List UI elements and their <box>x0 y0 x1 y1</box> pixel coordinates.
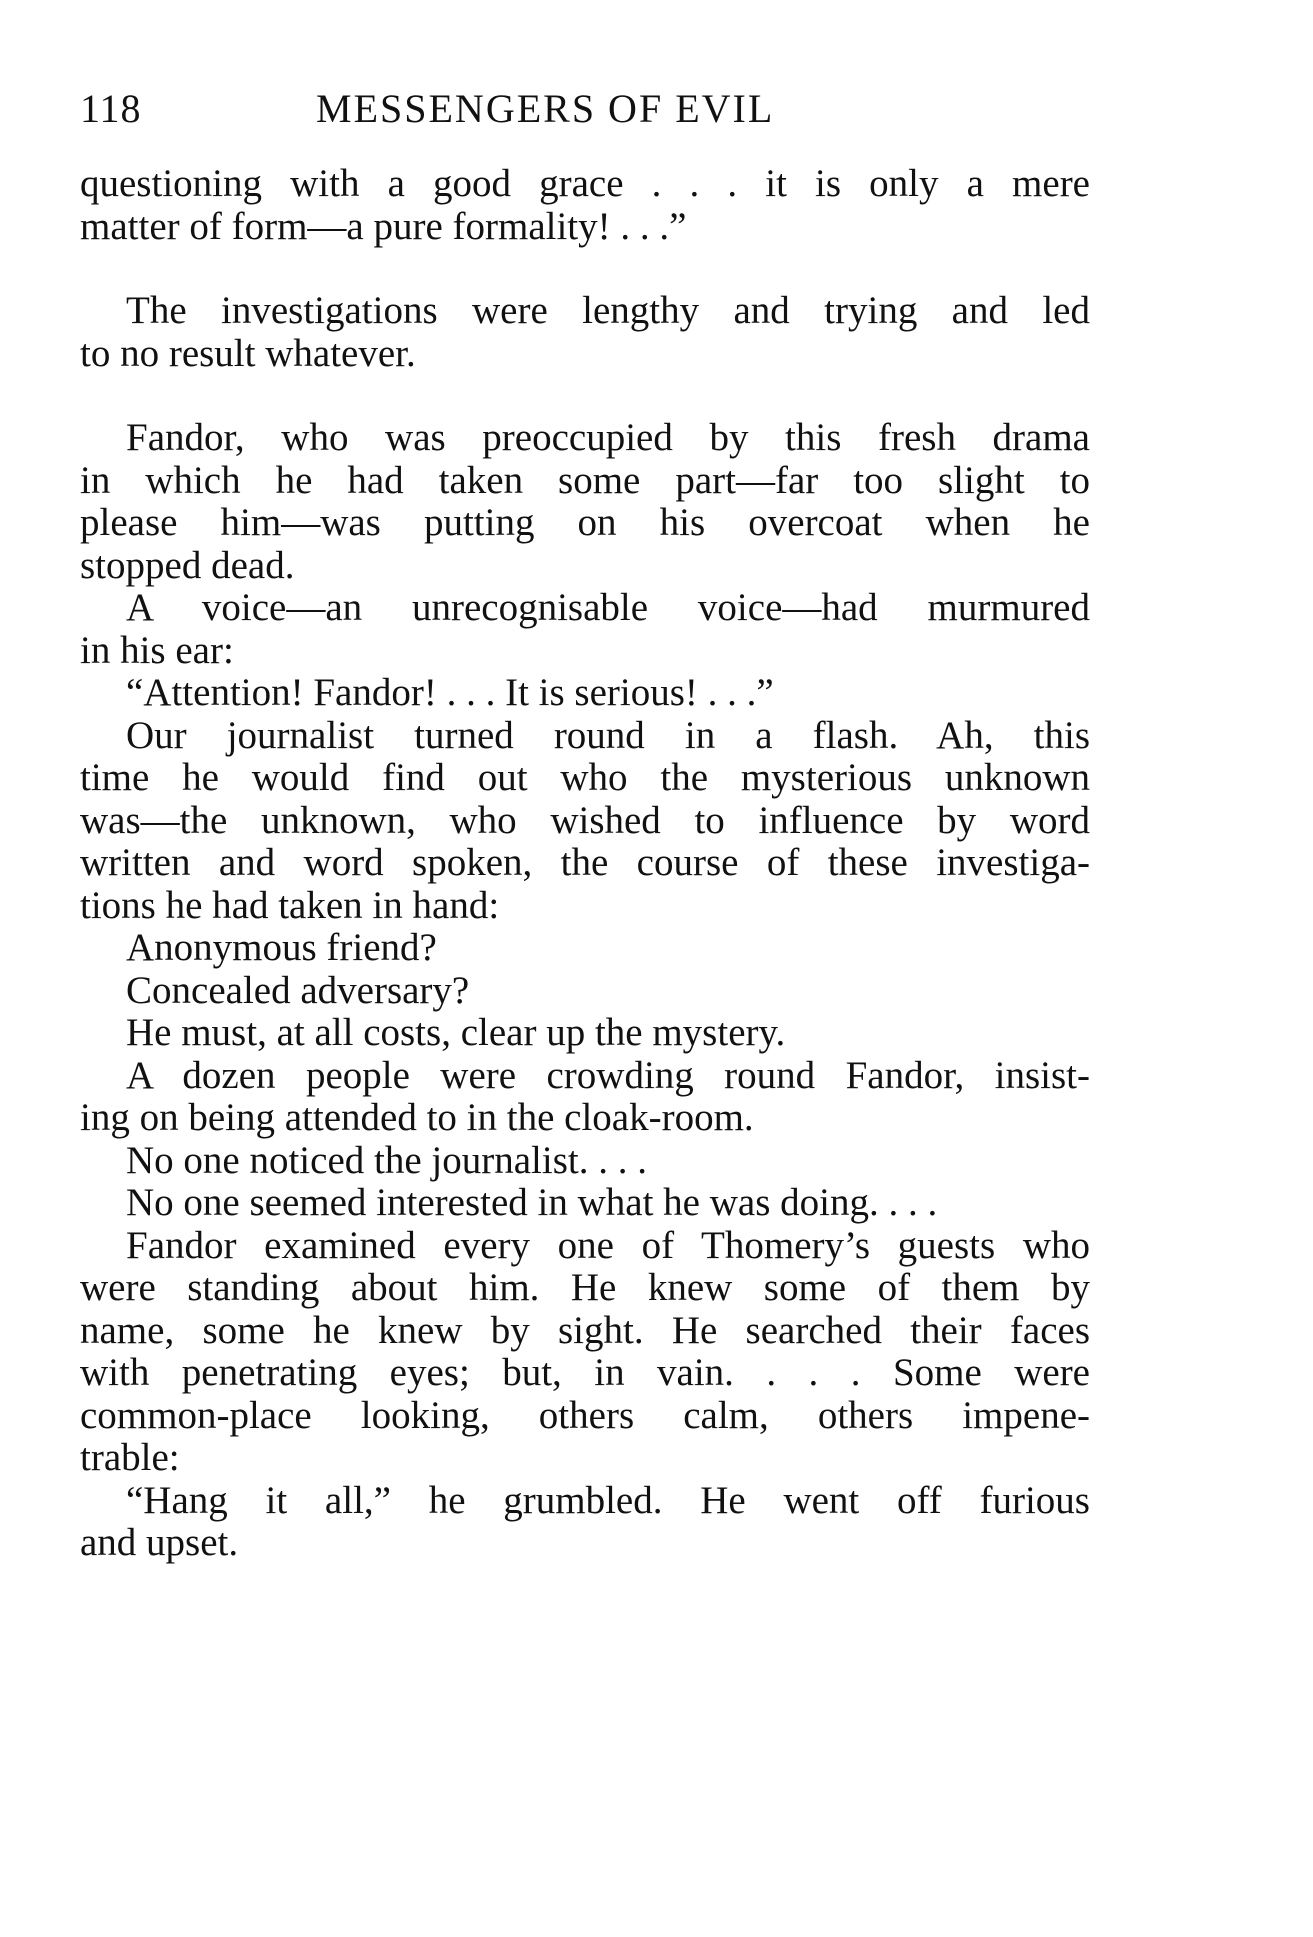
text-line: A dozen people were crowding round Fandor, insist- <box>126 1053 1090 1097</box>
text-line: in which he had taken some part—far too slight to <box>80 458 1090 502</box>
text-line: Our journalist turned round in a flash. Ah, this <box>126 713 1090 757</box>
text-line: name, some he knew by sight. He searched their faces <box>80 1308 1090 1352</box>
paragraph <box>80 1012 1090 1055</box>
text-line: He must, at all costs, clear up the mystery. <box>126 1011 786 1054</box>
text-line: with penetrating eyes; but, in vain. . . . Some were <box>80 1351 1090 1394</box>
paragraph <box>80 587 1090 672</box>
text-line: please him—was putting on his overcoat when he <box>80 501 1090 544</box>
text-line: “Hang it all,” he grumbled. He went off furious <box>126 1478 1090 1522</box>
paragraph <box>80 290 1090 375</box>
text-line: ing on being attended to in the cloak-room. <box>80 1096 754 1139</box>
text-line: trable: <box>80 1436 180 1479</box>
text-line: stopped dead. <box>80 543 295 587</box>
text-line: Concealed adversary? <box>126 968 470 1012</box>
text-line: and upset. <box>80 1521 239 1564</box>
text-line: to no result whatever. <box>80 331 416 375</box>
text-line: No one noticed the journalist. . . . <box>126 1138 647 1182</box>
text-line: were standing about him. He knew some of them by <box>80 1266 1090 1309</box>
paragraph <box>80 672 1090 715</box>
paragraph <box>80 927 1090 970</box>
paragraph <box>80 1140 1090 1183</box>
paragraph <box>80 1225 1090 1480</box>
text-line: The investigations were lengthy and trying and led <box>126 289 1090 332</box>
text-line: Anonymous friend? <box>126 926 437 969</box>
paragraph <box>80 970 1090 1013</box>
text-line: time he would find out who the mysterious unknown <box>80 756 1090 799</box>
paragraph <box>80 1480 1090 1565</box>
book-page <box>80 85 1090 1565</box>
body-text <box>80 163 1090 1565</box>
text-line: Fandor, who was preoccupied by this fresh drama <box>126 416 1090 459</box>
running-head: MESSENGERS OF EVIL <box>316 86 775 131</box>
text-line: questioning with a good grace . . . it is only a mere <box>80 162 1090 205</box>
text-line: written and word spoken, the course of these investiga- <box>80 841 1090 884</box>
page-header <box>80 85 1090 145</box>
text-line: “Attention! Fandor! . . . It is serious! . . .” <box>126 671 774 714</box>
paragraph <box>80 417 1090 587</box>
paragraph <box>80 1055 1090 1140</box>
paragraph <box>80 163 1090 248</box>
text-line: Fandor examined every one of Thomery’s guests who <box>126 1223 1090 1267</box>
text-line: in his ear: <box>80 628 234 672</box>
paragraph <box>80 1182 1090 1225</box>
text-line: A voice—an unrecognisable voice—had murmured <box>126 586 1090 629</box>
paragraph <box>80 715 1090 928</box>
text-line: matter of form—a pure formality! . . .” <box>80 204 687 248</box>
text-line: No one seemed interested in what he was doing. . . . <box>126 1181 938 1224</box>
page-number: 118 <box>80 86 142 131</box>
text-line: common-place looking, others calm, others impene- <box>80 1393 1090 1437</box>
text-line: was—the unknown, who wished to influence by word <box>80 798 1090 842</box>
text-line: tions he had taken in hand: <box>80 883 500 927</box>
